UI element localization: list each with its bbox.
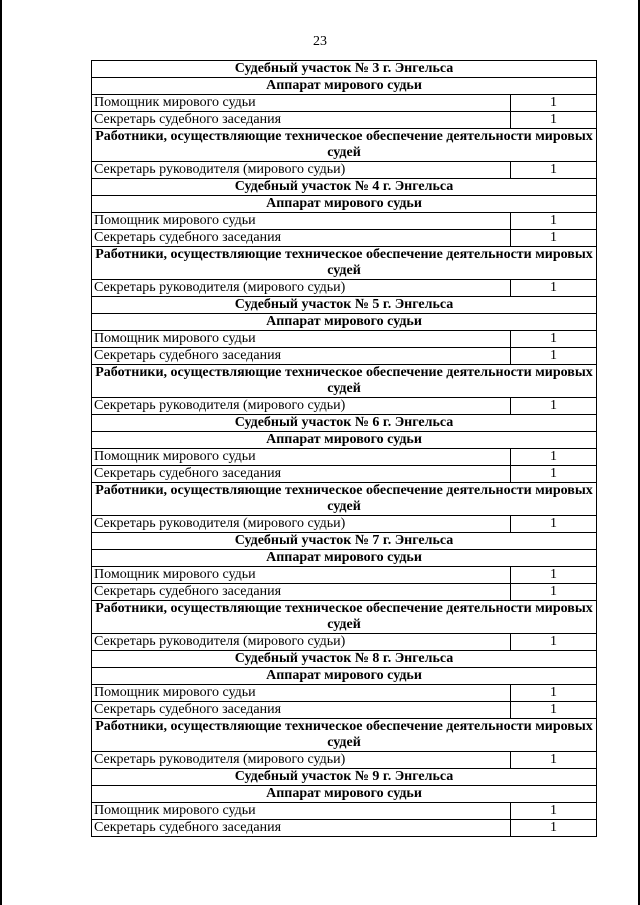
tech-support-heading-row	[92, 483, 597, 516]
apparatus-heading-row	[92, 668, 597, 685]
position-label: Помощник мирового судьи	[92, 95, 511, 112]
district-heading: Судебный участок № 3 г. Энгельса	[92, 61, 597, 78]
position-label: Помощник мирового судьи	[92, 449, 511, 466]
position-count: 1	[511, 567, 597, 584]
district-heading: Судебный участок № 6 г. Энгельса	[92, 415, 597, 432]
district-heading: Судебный участок № 9 г. Энгельса	[92, 769, 597, 786]
position-label: Секретарь судебного заседания	[92, 702, 511, 719]
district-heading: Судебный участок № 8 г. Энгельса	[92, 651, 597, 668]
table-row	[92, 752, 597, 769]
apparatus-heading-row	[92, 314, 597, 331]
position-count: 1	[511, 685, 597, 702]
apparatus-heading-row	[92, 78, 597, 95]
table-row	[92, 702, 597, 719]
position-count: 1	[511, 348, 597, 365]
position-count: 1	[511, 112, 597, 129]
staffing-table-body	[92, 61, 597, 837]
staffing-table	[91, 60, 597, 837]
position-count: 1	[511, 398, 597, 415]
position-count: 1	[511, 466, 597, 483]
position-count: 1	[511, 584, 597, 601]
district-heading-row	[92, 61, 597, 78]
apparatus-heading: Аппарат мирового судьи	[92, 314, 597, 331]
district-heading-row	[92, 297, 597, 314]
position-label: Секретарь судебного заседания	[92, 230, 511, 247]
position-label: Секретарь руководителя (мирового судьи)	[92, 280, 511, 297]
district-heading-row	[92, 533, 597, 550]
apparatus-heading-row	[92, 196, 597, 213]
position-label: Помощник мирового судьи	[92, 213, 511, 230]
tech-support-heading: Работники, осуществляющие техническое обеспечение деятельности мировых судей	[92, 719, 597, 752]
position-count: 1	[511, 280, 597, 297]
position-count: 1	[511, 803, 597, 820]
position-count: 1	[511, 331, 597, 348]
table-row	[92, 162, 597, 179]
position-count: 1	[511, 752, 597, 769]
district-heading: Судебный участок № 4 г. Энгельса	[92, 179, 597, 196]
table-row	[92, 398, 597, 415]
position-count: 1	[511, 820, 597, 837]
district-heading-row	[92, 651, 597, 668]
position-label: Секретарь судебного заседания	[92, 348, 511, 365]
position-label: Секретарь руководителя (мирового судьи)	[92, 162, 511, 179]
position-count: 1	[511, 213, 597, 230]
position-count: 1	[511, 516, 597, 533]
apparatus-heading-row	[92, 786, 597, 803]
tech-support-heading: Работники, осуществляющие техническое обеспечение деятельности мировых судей	[92, 601, 597, 634]
table-row	[92, 213, 597, 230]
apparatus-heading: Аппарат мирового судьи	[92, 668, 597, 685]
apparatus-heading: Аппарат мирового судьи	[92, 550, 597, 567]
apparatus-heading: Аппарат мирового судьи	[92, 786, 597, 803]
tech-support-heading-row	[92, 601, 597, 634]
position-count: 1	[511, 702, 597, 719]
position-count: 1	[511, 634, 597, 651]
position-count: 1	[511, 162, 597, 179]
table-row	[92, 348, 597, 365]
position-label: Секретарь судебного заседания	[92, 820, 511, 837]
tech-support-heading: Работники, осуществляющие техническое обеспечение деятельности мировых судей	[92, 247, 597, 280]
tech-support-heading-row	[92, 365, 597, 398]
position-label: Помощник мирового судьи	[92, 803, 511, 820]
page-number: 23	[313, 34, 327, 49]
tech-support-heading: Работники, осуществляющие техническое обеспечение деятельности мировых судей	[92, 483, 597, 516]
table-row	[92, 516, 597, 533]
tech-support-heading-row	[92, 129, 597, 162]
position-label: Секретарь руководителя (мирового судьи)	[92, 398, 511, 415]
position-label: Секретарь судебного заседания	[92, 112, 511, 129]
apparatus-heading-row	[92, 550, 597, 567]
district-heading-row	[92, 179, 597, 196]
table-row	[92, 567, 597, 584]
tech-support-heading-row	[92, 719, 597, 752]
table-row	[92, 685, 597, 702]
apparatus-heading-row	[92, 432, 597, 449]
position-label: Помощник мирового судьи	[92, 685, 511, 702]
position-label: Секретарь руководителя (мирового судьи)	[92, 634, 511, 651]
tech-support-heading: Работники, осуществляющие техническое обеспечение деятельности мировых судей	[92, 129, 597, 162]
position-count: 1	[511, 449, 597, 466]
tech-support-heading-row	[92, 247, 597, 280]
table-row	[92, 331, 597, 348]
district-heading-row	[92, 769, 597, 786]
position-label: Помощник мирового судьи	[92, 567, 511, 584]
table-row	[92, 466, 597, 483]
position-label: Секретарь руководителя (мирового судьи)	[92, 516, 511, 533]
table-row	[92, 112, 597, 129]
position-label: Секретарь судебного заседания	[92, 584, 511, 601]
table-row	[92, 280, 597, 297]
table-row	[92, 803, 597, 820]
position-label: Помощник мирового судьи	[92, 331, 511, 348]
position-label: Секретарь руководителя (мирового судьи)	[92, 752, 511, 769]
table-row	[92, 95, 597, 112]
tech-support-heading: Работники, осуществляющие техническое обеспечение деятельности мировых судей	[92, 365, 597, 398]
page-edge-left	[0, 0, 2, 905]
apparatus-heading: Аппарат мирового судьи	[92, 432, 597, 449]
district-heading-row	[92, 415, 597, 432]
table-row	[92, 449, 597, 466]
table-row	[92, 634, 597, 651]
position-count: 1	[511, 95, 597, 112]
position-count: 1	[511, 230, 597, 247]
district-heading: Судебный участок № 7 г. Энгельса	[92, 533, 597, 550]
table-row	[92, 230, 597, 247]
district-heading: Судебный участок № 5 г. Энгельса	[92, 297, 597, 314]
apparatus-heading: Аппарат мирового судьи	[92, 196, 597, 213]
position-label: Секретарь судебного заседания	[92, 466, 511, 483]
table-row	[92, 820, 597, 837]
apparatus-heading: Аппарат мирового судьи	[92, 78, 597, 95]
table-row	[92, 584, 597, 601]
